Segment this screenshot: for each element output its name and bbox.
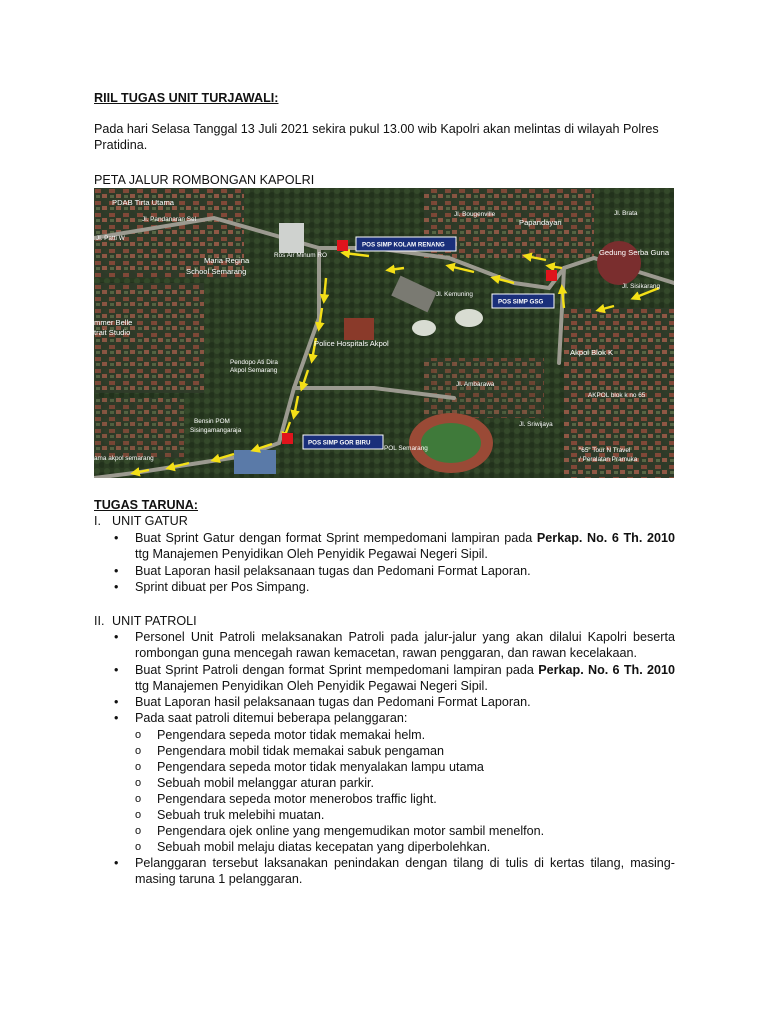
place-pol-semarang: POL Semarang [384, 445, 428, 452]
housing-block-center [424, 358, 544, 418]
place-bensin-2: Sisingamangaraja [190, 427, 242, 434]
place-summer: mmer Belle [94, 318, 133, 327]
pool-structure-2 [412, 320, 436, 336]
place-pendopo: Pendopo Ati Dira [230, 359, 278, 366]
blue-roof-building [234, 450, 276, 474]
document-title: RIIL TUGAS UNIT TURJAWALI: [94, 91, 279, 105]
post-marker-gor [282, 433, 293, 444]
list-item: • Buat Laporan hasil pelaksanaan tugas dan Pedomani Format Laporan. [94, 563, 675, 579]
list-item: • Sprint dibuat per Pos Simpang. [94, 579, 675, 595]
unit-name: UNIT PATROLI [112, 614, 197, 628]
post-label-gor-text: POS SIMP GOR BIRU [308, 439, 371, 447]
place-akpol-road: ama akpol semarang [94, 455, 154, 462]
place-pattimura: Jl. Patti W [96, 235, 125, 242]
post-label-kolam [356, 237, 456, 251]
list-item: • Buat Sprint Patroli dengan format Sprint mempedomani lampiran pada Perkap. No. 6 Th. 2010 ttg Manajemen Penyidikan Oleh Penyidik Pegawai Negeri Sipil. [94, 662, 675, 695]
place-akpol-blok-k: AKPOL blok k no 65 [588, 392, 646, 399]
place-tour-2: / Peralatan Pramuka [579, 456, 638, 463]
violation-list [135, 727, 675, 855]
map-caption: PETA JALUR ROMBONGAN KAPOLRI [94, 173, 315, 187]
place-tour: "65" Tour N Travel [579, 447, 631, 454]
violation-item: o Pengendara mobil tidak memakai sabuk pengaman [135, 743, 675, 759]
violation-item: o Pengendara sepeda motor tidak menyalakan lampu utama [135, 759, 675, 775]
place-maria-regina: Maria Regina [204, 256, 250, 265]
post-label-gsg [492, 294, 554, 308]
housing-block-w [94, 283, 204, 393]
post-marker-kolam [337, 240, 348, 251]
violation-item: o Pengendara sepeda motor menerobos traffic light. [135, 791, 675, 807]
section-title: TUGAS TARUNA: [94, 498, 199, 512]
place-pandanaran: Jl. Pandanaran Sel [142, 216, 197, 223]
intro-paragraph: Pada hari Selasa Tanggal 13 Juli 2021 sekira pukul 13.00 wib Kapolri akan melintas di wilayah Polres Pratidina. [94, 122, 659, 152]
violation-item: o Sebuah truk melebihi muatan. [135, 807, 675, 823]
stadium-field [421, 423, 481, 463]
place-akpol-blok: Akpol Blok K [570, 348, 614, 357]
red-building [344, 318, 374, 340]
route-map [94, 188, 674, 478]
post-label-gsg-text: POS SIMP GSG [498, 298, 544, 306]
post-label-kolam-text: POS SIMP KOLAM RENANG [362, 241, 445, 249]
unit-heading-gatur [94, 513, 188, 529]
violation-item: o Sebuah mobil melaju diatas kecepatan yang diperbolehkan. [135, 839, 675, 855]
list-item: • Pada saat patroli ditemui beberapa pelanggaran: o Pengendara sepeda motor tidak memakai helm. o Pengendara mobil tidak memakai sabuk pengaman o Pengendara sepeda motor tidak menyalakan lampu utama o Sebuah mobil melanggar aturan parkir. o Pengendara sepeda motor menerobos traffic light. o Sebuah truk melebihi muatan. o Pengendara ojek online yang mengemudikan motor sambil menelfon. o Sebuah mobil melaju diatas kecepatan yang diperbolehkan. [94, 710, 675, 854]
place-jalan-setia: Jl. Sriwijaya [519, 421, 553, 428]
list-item: • Personel Unit Patroli melaksanakan Patroli pada jalur-jalur yang akan dilalui Kapolri beserta rombongan guna mencegah rawan kemacetan, rawan penggaran, dan rawan kecelakaan. [94, 629, 675, 662]
unit-gatur-list [94, 530, 675, 595]
list-item: • Buat Laporan hasil pelaksanaan tugas dan Pedomani Format Laporan. [94, 694, 675, 710]
post-marker-gsg [546, 270, 557, 281]
pool-structure [455, 309, 483, 327]
housing-block-sw [94, 398, 184, 458]
place-summer-2: trait Studio [94, 328, 131, 337]
place-maria-regina-2: School Semarang [186, 267, 247, 276]
place-pendopo-2: Akpol Semarang [230, 367, 278, 374]
list-item: • Buat Sprint Gatur dengan format Sprint mempedomani lampiran pada Perkap. No. 6 Th. 2010 ttg Manajemen Penyidikan Oleh Penyidik Pegawai Negeri Sipil. [94, 530, 675, 563]
place-bougenville: Jl. Bougenville [454, 211, 496, 218]
violation-item: o Sebuah mobil melanggar aturan parkir. [135, 775, 675, 791]
place-sisikarang: Jl. Sisikarang [622, 283, 661, 290]
place-jalan-ambara: Jl. Ambarawa [456, 381, 495, 388]
place-kemuning: Jl. Kemuning [436, 291, 473, 298]
unit-patroli-list [94, 629, 675, 887]
unit-name: UNIT GATUR [112, 514, 188, 528]
violation-item: o Pengendara ojek online yang mengemudikan motor sambil menelfon. [135, 823, 675, 839]
place-pdab: PDAB Tirta Utama [112, 198, 175, 207]
unit-heading-patroli [94, 613, 197, 629]
place-bratan: Jl. Brata [614, 210, 638, 217]
place-rose: Ros Air Minum RO [274, 252, 327, 259]
white-building [279, 223, 304, 253]
place-bensin: Bensin POM [194, 418, 230, 425]
place-gedung: Gedung Serba Guna [599, 248, 670, 257]
violation-item: o Pengendara sepeda motor tidak memakai helm. [135, 727, 675, 743]
unit-number: II. [94, 614, 105, 628]
post-label-gor [303, 435, 383, 449]
place-hospital: Police Hospitals Akpol [314, 339, 389, 348]
list-item: • Pelanggaran tersebut laksanakan penindakan dengan tilang di tulis di kertas tilang, masing-masing taruna 1 pelanggaran. [94, 855, 675, 888]
unit-number: I. [94, 514, 101, 528]
place-papandayan: Papandayan [519, 218, 562, 227]
